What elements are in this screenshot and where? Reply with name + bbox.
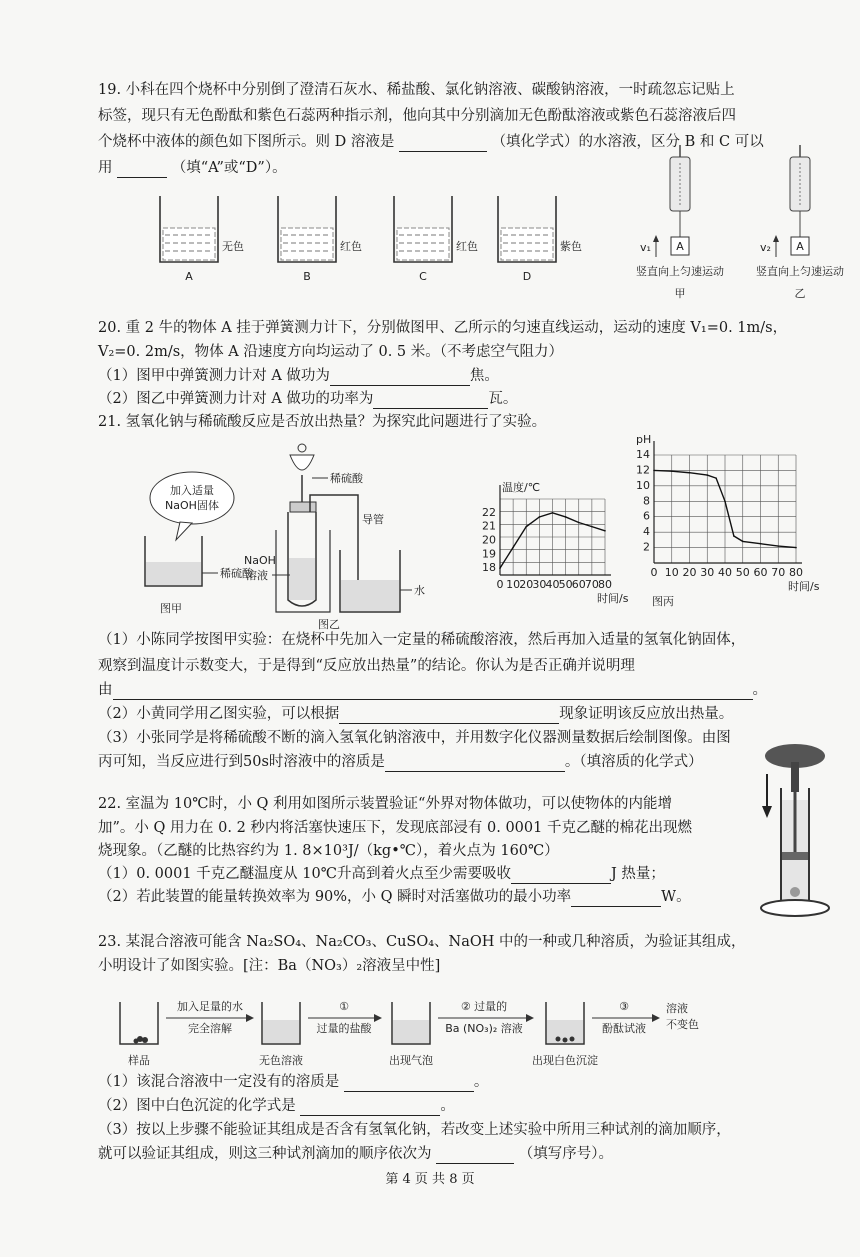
tube-label: 导管	[362, 513, 384, 526]
beaker-precipitate	[532, 1002, 598, 1067]
svg-text:出现白色沉淀: 出现白色沉淀	[532, 1054, 598, 1067]
data-point	[795, 547, 797, 549]
figure-caption: 图乙	[318, 618, 340, 631]
data-point	[525, 526, 527, 528]
beaker-color-label: 红色	[340, 240, 362, 253]
beaker-letter: C	[419, 270, 427, 283]
x-tick-label: 20	[682, 566, 697, 579]
x-tick-label: 10	[506, 578, 521, 591]
beaker-bubbles	[389, 1002, 433, 1067]
y-tick-label: 10	[636, 478, 650, 492]
arrow-step2	[308, 1000, 382, 1035]
beaker-letter: A	[185, 270, 193, 283]
q21-part1-line1: （1）小陈同学按图甲实验：在烧杯中先加入一定量的稀硫酸溶液，然后再加入适量的氢氧化钠固体，	[98, 632, 746, 648]
answer-blank[interactable]	[117, 161, 167, 178]
svg-text:Ba (NO₃)₂ 溶液: Ba (NO₃)₂ 溶液	[445, 1022, 523, 1035]
q23-line2: 小明设计了如图实验。[注：Ba（NO₃）₂溶液呈中性]	[98, 958, 441, 974]
y-tick-label: 18	[482, 561, 496, 575]
beaker-color-label: 紫色	[560, 240, 582, 253]
answer-blank[interactable]	[399, 135, 487, 152]
data-point	[742, 541, 744, 543]
svg-text:酚酞试液: 酚酞试液	[602, 1022, 646, 1035]
beaker-color-label: 红色	[456, 240, 478, 253]
beaker-letter: D	[522, 270, 532, 283]
data-point	[777, 545, 779, 547]
result-text: 溶液	[666, 1002, 688, 1015]
q22-part2: （2）若此装置的能量转换效率为 90%，小 Q 瞬时对活塞做功的最小功率 W。	[98, 889, 691, 905]
x-tick-label: 40	[718, 566, 732, 579]
data-point	[578, 522, 580, 524]
q21-part1-line2: 观察到温度计示数变大，于是得到“反应放出热量”的结论。你认为是否正确并说明理	[98, 658, 635, 674]
q20-line1: 20. 重 2 牛的物体 A 挂于弹簧测力计下，分别做图甲、乙所示的匀速直线运动，运动的速度 V₁=0. 1m/s，	[98, 320, 788, 336]
answer-blank[interactable]	[330, 369, 470, 386]
weight-label: A	[676, 240, 684, 253]
q21-part2: （2）小黄同学用乙图实验，可以根据 现象证明该反应放出热量。	[98, 706, 734, 722]
x-tick-label: 60	[753, 566, 768, 579]
data-point	[653, 470, 655, 472]
water-label: 水	[414, 584, 425, 597]
q23-part2: （2）图中白色沉淀的化学式是 。	[98, 1098, 455, 1114]
q22-line2: 加”。小 Q 用力在 0. 2 秒内将活塞快速压下，发现底部浸有 0. 0001 千克乙醚的棉花出现燃	[98, 820, 692, 836]
bubble-text: NaOH固体	[165, 499, 219, 512]
q23-part1: （1）该混合溶液中一定没有的溶质是 。	[98, 1074, 489, 1090]
beaker-colorless	[259, 1002, 303, 1067]
q20-part2: （2）图乙中弹簧测力计对 A 做功的功率为 瓦。	[98, 391, 518, 407]
q20-line2: V₂=0. 2m/s，物体 A 沿速度方向均运动了 0. 5 米。（不考虑空气阻力）	[98, 344, 564, 360]
data-point	[715, 477, 717, 479]
data-point	[671, 470, 673, 472]
q23-part3-line1: （3）按以上步骤不能验证其组成是否含有氢氧化钠，若改变上述实验中所用三种试剂的滴加顺序，	[98, 1122, 731, 1138]
x-tick-label: 10	[664, 566, 679, 579]
x-tick-label: 70	[771, 566, 786, 579]
temperature-chart	[478, 455, 628, 605]
svg-text:完全溶解: 完全溶解	[188, 1022, 232, 1035]
x-tick-label: 80	[789, 566, 803, 579]
y-tick-label: 14	[636, 448, 650, 461]
data-point	[706, 474, 708, 476]
q22-line3: 烧现象。（乙醚的比热容约为 1. 8×10³J/（kg•℃），着火点为 160℃）	[98, 843, 559, 859]
result-text: 不变色	[666, 1018, 699, 1031]
svg-text:③: ③	[619, 1000, 629, 1013]
figure-jia	[145, 472, 254, 615]
q22-line1: 22. 室温为 10℃时，小 Q 利用如图所示装置验证“外界对物体做功，可以使物体的内能增	[98, 796, 672, 812]
y-axis-label: pH	[636, 433, 652, 446]
x-tick-label: 30	[532, 578, 547, 591]
y-tick-label: 8	[643, 494, 650, 508]
velocity-label: v₂	[760, 241, 771, 254]
svg-text:出现气泡: 出现气泡	[389, 1054, 433, 1067]
data-point	[760, 543, 762, 545]
data-point	[552, 512, 554, 514]
figure-label-jia: 甲	[674, 287, 686, 300]
y-tick-label: 6	[643, 509, 650, 523]
x-axis-label: 时间/s	[788, 580, 820, 593]
piston-apparatus-figure	[755, 740, 835, 925]
svg-text:加入足量的水: 加入足量的水	[177, 1000, 243, 1013]
spring-scale-yi	[756, 145, 844, 300]
svg-text:过量的盐酸: 过量的盐酸	[316, 1022, 372, 1035]
y-tick-label: 20	[482, 533, 496, 547]
y-tick-label: 4	[643, 525, 650, 539]
arrow-step4	[592, 1000, 660, 1035]
beaker-sample	[120, 1002, 158, 1067]
y-tick-label: 19	[482, 547, 496, 561]
x-tick-label: 0	[650, 566, 658, 579]
data-point	[499, 567, 501, 569]
velocity-label: v₁	[640, 241, 651, 254]
beaker-D	[498, 196, 582, 283]
naoh-label: 溶液	[246, 569, 268, 582]
figure-caption: 图甲	[160, 602, 182, 615]
x-tick-label: 0	[496, 578, 504, 591]
figure-label-yi: 乙	[794, 287, 806, 300]
beaker-C	[394, 196, 478, 283]
naoh-label: NaOH	[244, 554, 276, 567]
arrow-step1	[166, 999, 254, 1035]
q21-part3-line1: （3）小张同学是将稀硫酸不断的滴入氢氧化钠溶液中，并用数字化仪器测量数据后绘制图像。由图	[98, 730, 731, 746]
y-tick-label: 22	[482, 505, 496, 519]
data-point	[724, 500, 726, 502]
q19-line2: 标签，现只有无色酚酞和紫色石蕊两种指示剂，他向其中分别滴加无色酚酞溶液或紫色石蕊溶液后四	[98, 108, 736, 124]
beaker-B	[278, 196, 362, 283]
svg-text:①: ①	[339, 1000, 349, 1013]
q19-line1: 19. 小科在四个烧杯中分别倒了澄清石灰水、稀盐酸、氯化钠溶液、碳酸钠溶液，一时疏忽忘记贴上	[98, 82, 735, 98]
q19-line4: 用 （填“A”或“D”）。	[98, 160, 287, 176]
data-point	[604, 530, 606, 532]
figure-yi	[244, 444, 425, 631]
beaker-A	[160, 196, 244, 283]
answer-blank[interactable]	[339, 707, 559, 724]
x-tick-label: 60	[571, 578, 586, 591]
svg-text:② 过量的: ② 过量的	[460, 1000, 508, 1013]
q23-part3-line2: 就可以验证其组成，则这三种试剂滴加的顺序依次为 （填写序号）。	[98, 1146, 613, 1162]
grid	[500, 499, 605, 575]
answer-blank[interactable]	[373, 392, 488, 409]
answer-blank[interactable]	[344, 1075, 474, 1092]
q21-line1: 21. 氢氧化钠与稀硫酸反应是否放出热量？为探究此问题进行了实验。	[98, 414, 547, 430]
data-point	[512, 547, 514, 549]
motion-caption: 竖直向上匀速运动	[636, 265, 724, 278]
q23-line1: 23. 某混合溶液可能含 Na₂SO₄、Na₂CO₃、CuSO₄、NaOH 中的一种或几种溶质，为验证其组成，	[98, 934, 746, 950]
svg-text:样品: 样品	[128, 1054, 150, 1067]
chart-caption: 图丙	[652, 595, 674, 608]
y-tick-label: 2	[643, 540, 650, 554]
data-point	[591, 526, 593, 528]
x-tick-label: 30	[700, 566, 715, 579]
y-axis-label: 温度/℃	[502, 481, 541, 494]
x-tick-label: 40	[545, 578, 560, 591]
x-axis-label: 时间/s	[597, 592, 629, 605]
answer-blank[interactable]	[436, 1147, 514, 1164]
q22-part1: （1）0. 0001 千克乙醚温度从 10℃升高到着火点至少需要吸收 J 热量；	[98, 866, 665, 882]
x-tick-label: 70	[584, 578, 599, 591]
beaker-letter: B	[303, 270, 311, 283]
answer-blank[interactable]	[511, 867, 611, 884]
acid-label: 稀硫酸	[330, 472, 363, 485]
data-point	[539, 516, 541, 518]
liquid-label: 稀硫酸	[220, 567, 253, 580]
x-tick-label: 80	[598, 578, 612, 591]
q21-part1-line3: 由 。	[98, 682, 767, 698]
spring-scale-jia	[636, 145, 724, 300]
x-tick-label: 20	[519, 578, 534, 591]
x-tick-label: 50	[558, 578, 573, 591]
answer-blank[interactable]	[385, 755, 565, 772]
q19-line3: 个烧杯中液体的颜色如下图所示。则 D 溶液是 （填化学式）的水溶液，区分 B 和 C 可以	[98, 134, 764, 150]
x-tick-label: 50	[735, 566, 750, 579]
answer-blank[interactable]	[571, 890, 661, 907]
q21-figure-jia-yi	[140, 440, 440, 631]
q21-part3-line2: 丙可知，当反应进行到50s时溶液中的溶质是 。（填溶质的化学式）	[98, 754, 703, 770]
data-point	[689, 472, 691, 474]
y-tick-label: 21	[482, 519, 496, 533]
bubble-text: 加入适量	[170, 484, 214, 497]
data-point	[733, 535, 735, 537]
svg-text:无色溶液: 无色溶液	[259, 1054, 303, 1067]
page-footer: 第 4 页 共 8 页	[385, 1172, 475, 1187]
data-point	[565, 516, 567, 518]
answer-blank[interactable]	[113, 683, 753, 700]
ph-chart	[620, 433, 820, 610]
y-tick-label: 12	[636, 463, 650, 477]
answer-blank[interactable]	[300, 1099, 440, 1116]
q20-part1: （1）图甲中弹簧测力计对 A 做功为 焦。	[98, 368, 499, 384]
weight-label: A	[796, 240, 804, 253]
arrow-step3	[438, 999, 534, 1035]
motion-caption: 竖直向上匀速运动	[756, 265, 844, 278]
beaker-color-label: 无色	[222, 240, 244, 253]
q20-spring-figure	[600, 145, 860, 310]
q23-flow-diagram	[110, 988, 730, 1080]
